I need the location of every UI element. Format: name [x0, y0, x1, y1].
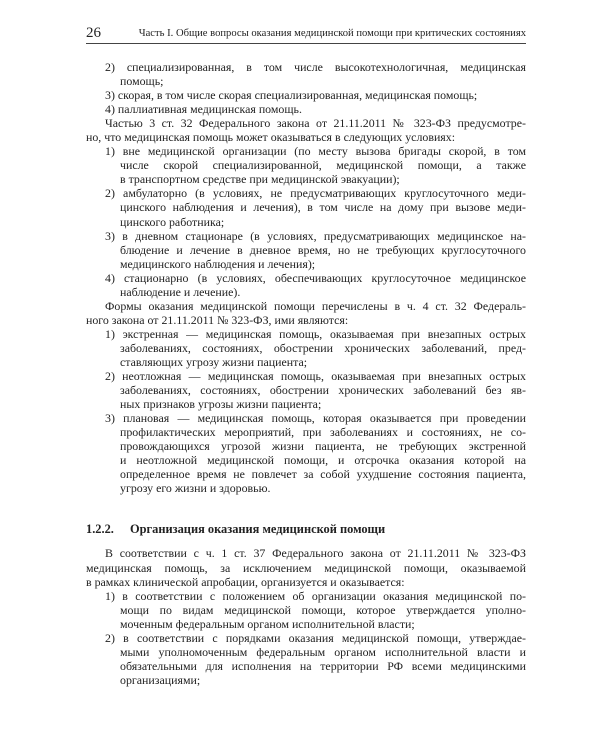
paragraph-line: Формы оказания медицинской помощи перечислены в ч. 4 ст. 32 Федераль- — [105, 298, 526, 313]
paragraph-line: медицинская помощь, за исключением медицинской помощи, оказываемой — [86, 560, 526, 575]
list-item-line: заболеваниях, состояниях, обострении хронических заболеваний без яв- — [120, 383, 526, 398]
paragraph-line: В соответствии с ч. 1 ст. 37 Федерального закона от 21.11.2011 № 323-ФЗ — [105, 546, 526, 561]
list-item-line: ставляющих угрозу жизни пациента; — [120, 354, 308, 369]
paragraph-line: ного закона от 21.11.2011 № 323-ФЗ, ими являются: — [86, 312, 349, 327]
section-number: 1.2.2. — [86, 522, 114, 537]
running-head: Часть I. Общие вопросы оказания медицинской помощи при критических состояниях — [138, 28, 526, 39]
list-item-procedures: 2) в соответствии с порядками оказания медицинской помощи, утверждае- — [105, 630, 526, 645]
section-heading — [86, 521, 526, 537]
paragraph-line: Частью 3 ст. 32 Федерального закона от 21.11.2011 № 323-ФЗ предусмотре- — [105, 116, 526, 131]
list-item-line: профилактических мероприятий, при заболеваниях и состояниях, не со- — [120, 425, 526, 440]
list-item-outpatient: 2) амбулаторно (в условиях, не предусматривающих круглосуточного меди- — [105, 186, 526, 201]
paragraph-line: в рамках клинической апробации, организуется и оказывается: — [86, 574, 405, 589]
list-item-non-urgent: 2) неотложная — медицинская помощь, оказываемая при внезапных острых — [105, 369, 526, 384]
list-item-inpatient: 4) стационарно (в условиях, обеспечивающих круглосуточное медицинское — [105, 270, 526, 285]
page-body — [86, 60, 526, 687]
list-item-line: ных признаков угрозы жизни пациента; — [120, 397, 322, 412]
list-item-day-hospital: 3) в дневном стационаре (в условиях, предусматривающих медицинское на- — [105, 228, 526, 243]
list-item-regulation: 1) в соответствии с положением об организации оказания медицинской по- — [105, 588, 526, 603]
list-item-line: организациями; — [120, 672, 201, 687]
list-item-line: в транспортном средстве при медицинской эвакуации); — [120, 172, 400, 187]
list-item-outside-org: 1) вне медицинской организации (по месту вызова бригады скорой, в том — [105, 144, 526, 159]
list-item-line: числе скорой специализированной, медицинской помощи, а также — [120, 158, 526, 173]
list-item-palliative: 4) паллиативная медицинская помощь. — [105, 102, 302, 117]
list-item-line: угрозу его жизни и здоровью. — [120, 481, 271, 496]
list-item-line: цинского наблюдения и лечения), в том числе на дому при вызове меди- — [120, 200, 526, 215]
page-number: 26 — [86, 25, 101, 41]
page-header — [86, 25, 526, 44]
list-item-line: мыми уполномоченным федеральным органом исполнительной власти и — [120, 644, 526, 659]
list-item-planned: 3) плановая — медицинская помощь, которая оказывается при проведении — [105, 411, 526, 426]
list-item-line: медицинского наблюдения и лечения); — [120, 256, 316, 271]
list-item-specialized: 2) специализированная, в том числе высокотехнологичная, медицинская — [105, 60, 526, 74]
list-item-line: и неотложной медицинской помощи, и отсрочка оказания которой на — [120, 453, 526, 468]
list-item-line: мощи по видам медицинской помощи, которое утверждается уполно- — [120, 602, 526, 617]
list-item-specialized-cont: помощь; — [120, 74, 164, 89]
list-item-line: заболеваниях, состояниях, обострении хронических заболеваний, пред- — [120, 340, 526, 355]
list-item-urgent: 1) экстренная — медицинская помощь, оказываемая при внезапных острых — [105, 326, 526, 341]
list-item-line: обязательными для исполнения на территории РФ всеми медицинскими — [120, 658, 526, 673]
list-item-line: блюдение и лечение в дневное время, но не требующих круглосуточного — [120, 242, 526, 257]
list-item-line: цинского работника; — [120, 214, 225, 229]
list-item-line: моченным федеральным органом исполнительной власти; — [120, 616, 415, 631]
list-item-line: провождающихся угрозой жизни пациента, не требующих экстренной — [120, 439, 526, 454]
list-item-emergency-ambulance: 3) скорая, в том числе скорая специализированная, медицинская помощь; — [105, 88, 478, 103]
list-item-line: определенное время не повлечет за собой ухудшение состояния пациента, — [120, 467, 526, 482]
section-title: Организация оказания медицинской помощи — [130, 522, 386, 537]
list-item-line: наблюдение и лечение). — [120, 284, 241, 299]
paragraph-line: но, что медицинская помощь может оказываться в следующих условиях: — [86, 130, 456, 145]
